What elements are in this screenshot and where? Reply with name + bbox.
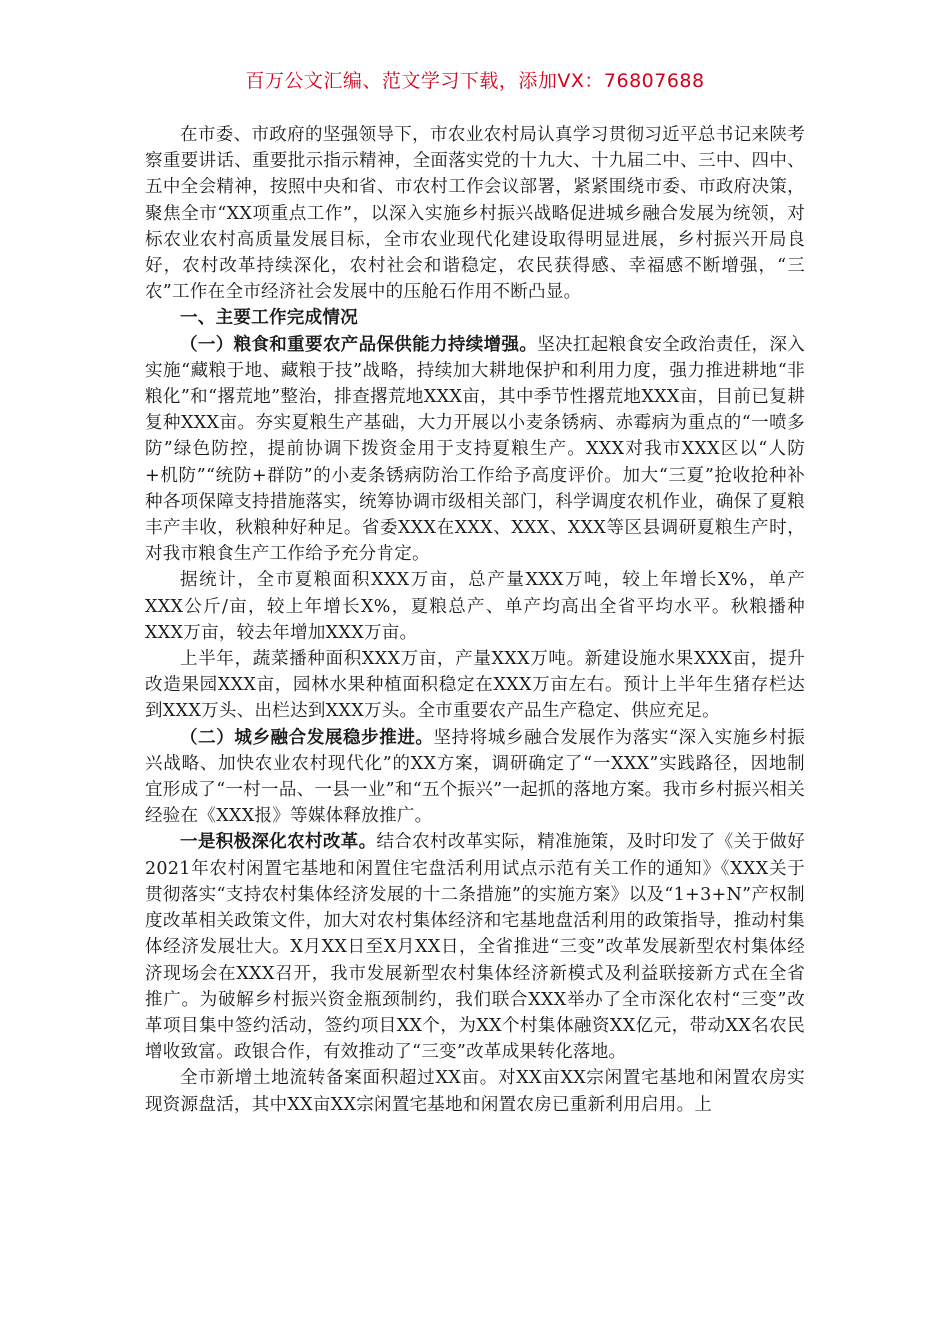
paragraph-statistics: 据统计，全市夏粮面积XXX万亩，总产量XXX万吨，较上年增长X%，单产XXX公斤/亩，较上年增长X%，夏粮总产、单产均高出全省平均水平。秋粮播种XXX万亩，较去年增加XXX万亩。 <box>145 570 805 643</box>
paragraph-grain-supply <box>145 332 805 568</box>
paragraph-land-transfer: 全市新增土地流转备案面积超过XX亩。对XX亩XX宗闲置宅基地和闲置农房实现资源盘活，其中XX亩XX宗闲置宅基地和闲置农房已重新利用启用。上 <box>145 1068 805 1115</box>
intro-paragraph: 在市委、市政府的坚强领导下，市农业农村局认真学习贯彻习近平总书记来陕考察重要讲话、重要批示指示精神，全面落实党的十九大、十九届二中、三中、四中、五中全会精神，按照中央和省、市农村工作会议部署，紧紧围绕市委、市政府决策，聚焦全市“XX项重点工作”，以深入实施乡村振兴战略促进城乡融合发展为统领，对标农业农村高质量发展目标，全市农业现代化建设取得明显进展，乡村振兴开局良好，农村改革持续深化，农村社会和谐稳定，农民获得感、幸福感不断增强，“三农”工作在全市经济社会发展中的压舱石作用不断凸显。 <box>145 125 805 303</box>
subheading-urban-rural: （二）城乡融合发展稳步推进。 <box>180 727 434 748</box>
section-heading: 一、主要工作完成情况 <box>180 308 358 329</box>
subheading-rural-reform: 一是积极深化农村改革。 <box>180 832 377 853</box>
paragraph-first-half: 上半年，蔬菜播种面积XXX万亩，产量XXX万吨。新建设施水果XXX亩，提升改造果园XXX亩，园林水果种植面积稳定在XXX万亩左右。预计上半年生猪存栏达到XXX万头、出栏达到XXX万头。全市重要农产品生产稳定、供应充足。 <box>145 649 805 722</box>
paragraph-text: 坚决扛起粮食安全政治责任，深入实施“藏粮于地、藏粮于技”战略，持续加大耕地保护和利用力度，强力推进耕地“非粮化”和“撂荒地”整治，排查撂荒地XXX亩，其中季节性撂荒地XXX亩，目前已复耕复种XXX亩。夯实夏粮生产基础，大力开展以小麦条锈病、赤霉病为重点的“一喷多防”绿色防控，提前协调下拨资金用于支持夏粮生产。XXX对我市XXX区以“人防+机防”“统防+群防”的小麦条锈病防治工作给予高度评价。加大“三夏”抢收抢种补种各项保障支持措施落实，统筹协调市级相关部门，科学调度农机作业，确保了夏粮丰产丰收，秋粮种好种足。省委XXX在XXX、XXX、XXX等区县调研夏粮生产时，对我市粮食生产工作给予充分肯定。 <box>145 334 806 565</box>
download-banner: 百万公文汇编、范文学习下载，添加VX：76807688 <box>245 70 705 92</box>
document-body <box>145 122 805 1118</box>
paragraph-text: 坚持将城乡融合发展作为落实“深入实施乡村振兴战略、加快农业农村现代化”的XX方案，调研确定了“一XXX”实践路径，因地制宜形成了“一村一品、一县一业”和“五个振兴”一起抓的落地方案。我市乡村振兴相关经验在《XXX报》等媒体释放推广。 <box>145 727 805 827</box>
paragraph-rural-reform <box>145 829 805 1065</box>
paragraph-text: 结合农村改革实际，精准施策，及时印发了《关于做好2021年农村闲置宅基地和闲置住宅盘活利用试点示范有关工作的通知》《XXX关于贯彻落实“支持农村集体经济发展的十二条措施”的实施方案》以及“1+3+N”产权制度改革相关政策文件，加大对农村集体经济和宅基地盘活利用的政策指导，推动村集体经济发展壮大。X月XX日至X月XX日，全省推进“三变”改革发展新型农村集体经济现场会在XXX召开，我市发展新型农村集体经济新模式及利益联接新方式在全省推广。为破解乡村振兴资金瓶颈制约，我们联合XXX举办了全市深化农村“三变”改革项目集中签约活动，签约项目XX个，为XX个村集体融资XX亿元，带动XX名农民增收致富。政银合作，有效推动了“三变”改革成果转化落地。 <box>145 832 805 1063</box>
subheading-grain-supply: （一）粮食和重要农产品保供能力持续增强。 <box>180 334 538 355</box>
paragraph-urban-rural <box>145 725 805 830</box>
